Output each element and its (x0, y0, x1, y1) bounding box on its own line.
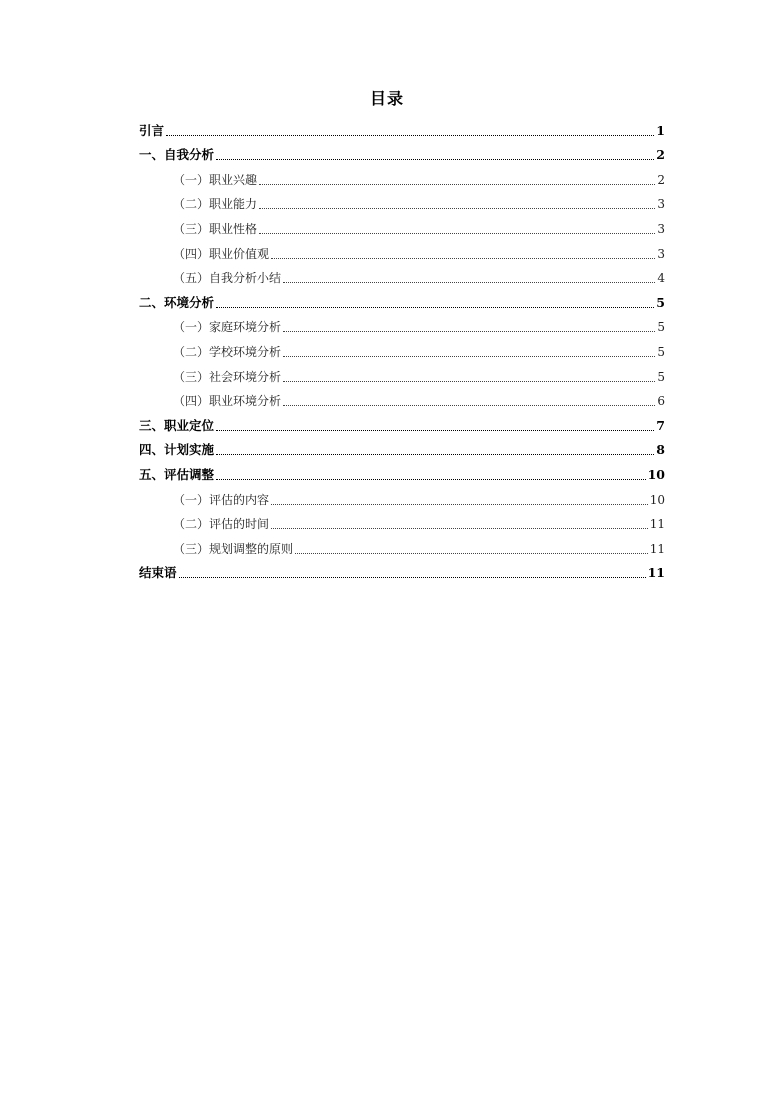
toc-page-number: 10 (649, 492, 665, 507)
toc-entry[interactable] (139, 386, 665, 411)
toc-page-number: 6 (657, 394, 665, 409)
toc-page-number: 3 (657, 221, 665, 236)
toc-page-number: 3 (657, 197, 665, 212)
toc-page-number: 8 (656, 442, 665, 458)
toc-page-number: 7 (656, 417, 665, 433)
toc-dot-leader (216, 454, 654, 455)
toc-entry-label: 引言 (139, 122, 165, 138)
toc-dot-leader (283, 381, 655, 382)
toc-entry[interactable] (139, 189, 665, 214)
toc-entry[interactable] (139, 410, 665, 435)
toc-entry[interactable] (139, 509, 665, 534)
toc-entry-label: 四、计划实施 (139, 442, 215, 458)
toc-dot-leader (259, 208, 655, 209)
toc-dot-leader (283, 282, 655, 283)
toc-entry-label: （一）评估的内容 (173, 492, 270, 507)
toc-dot-leader (283, 356, 655, 357)
toc-title: 目录 (369, 89, 404, 108)
toc-page-number: 5 (657, 369, 665, 384)
toc-entry-label: （二）评估的时间 (173, 517, 270, 532)
toc-entry[interactable] (139, 533, 665, 558)
toc-page-number: 11 (647, 565, 665, 581)
toc-dot-leader (259, 233, 655, 234)
toc-dot-leader (271, 258, 655, 259)
toc-dot-leader (216, 479, 646, 480)
toc-entry[interactable] (139, 140, 665, 165)
toc-page-number: 11 (649, 517, 665, 532)
table-of-contents (139, 115, 665, 582)
toc-entry-label: （四）职业环境分析 (173, 394, 282, 409)
toc-dot-leader (283, 405, 655, 406)
toc-entry[interactable] (139, 263, 665, 288)
toc-page-number: 5 (656, 294, 665, 310)
toc-entry[interactable] (139, 558, 665, 583)
toc-entry-label: （一）家庭环境分析 (173, 320, 282, 335)
toc-entry-label: 五、评估调整 (139, 466, 215, 482)
toc-entry-label: 结束语 (139, 565, 177, 581)
toc-entry-label: 一、自我分析 (139, 147, 215, 163)
toc-entry[interactable] (139, 459, 665, 484)
toc-entry[interactable] (139, 164, 665, 189)
toc-entry-label: （二）职业能力 (173, 197, 258, 212)
toc-entry[interactable] (139, 435, 665, 460)
toc-dot-leader (216, 307, 654, 308)
toc-page-number: 2 (656, 147, 665, 163)
toc-page-number: 2 (657, 172, 665, 187)
toc-entry[interactable] (139, 213, 665, 238)
toc-entry[interactable] (139, 312, 665, 337)
toc-dot-leader (166, 135, 654, 136)
toc-entry[interactable] (139, 484, 665, 509)
toc-entry-label: （一）职业兴趣 (173, 172, 258, 187)
toc-dot-leader (216, 430, 654, 431)
toc-entry-label: 二、环境分析 (139, 294, 215, 310)
toc-entry[interactable] (139, 336, 665, 361)
toc-page-number: 5 (657, 344, 665, 359)
toc-page-number: 5 (657, 320, 665, 335)
toc-page-number: 4 (657, 271, 665, 286)
toc-entry[interactable] (139, 361, 665, 386)
toc-dot-leader (216, 159, 654, 160)
toc-entry-label: （三）职业性格 (173, 221, 258, 236)
toc-dot-leader (179, 577, 646, 578)
toc-entry-label: （五）自我分析小结 (173, 271, 282, 286)
toc-page-number: 1 (656, 122, 665, 138)
toc-page-number: 10 (647, 466, 665, 482)
toc-entry-label: （二）学校环境分析 (173, 344, 282, 359)
toc-dot-leader (271, 528, 648, 529)
toc-entry[interactable] (139, 115, 665, 140)
toc-entry-label: （三）规划调整的原则 (173, 541, 294, 556)
toc-page-number: 11 (649, 541, 665, 556)
toc-dot-leader (295, 553, 648, 554)
toc-dot-leader (283, 331, 655, 332)
toc-dot-leader (259, 184, 655, 185)
toc-entry[interactable] (139, 287, 665, 312)
toc-page-number: 3 (657, 246, 665, 261)
toc-entry[interactable] (139, 238, 665, 263)
toc-entry-label: （四）职业价值观 (173, 246, 270, 261)
toc-dot-leader (271, 504, 648, 505)
toc-entry-label: 三、职业定位 (139, 417, 215, 433)
toc-entry-label: （三）社会环境分析 (173, 369, 282, 384)
